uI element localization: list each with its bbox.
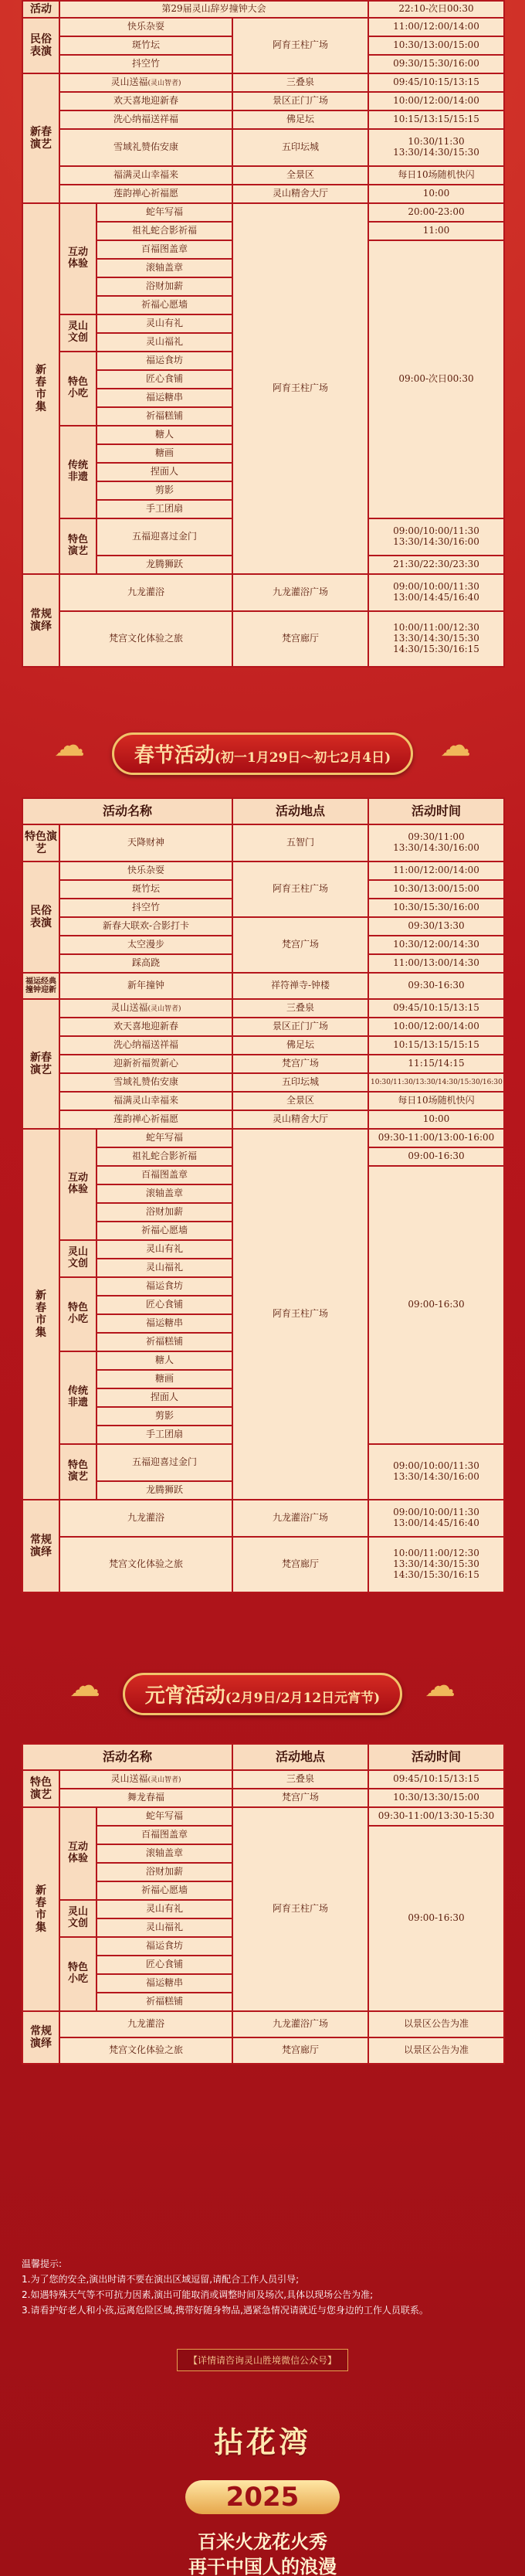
- activity-venue: 五智门: [232, 824, 368, 861]
- activity-name: 梵宫文化体验之旅: [59, 2037, 232, 2064]
- notes: [22, 2256, 503, 2318]
- activity-venue: 祥符禅寺-钟楼: [232, 973, 368, 999]
- activity-venue: 阿育王柱广场: [232, 1807, 368, 2011]
- notes-title: 温馨提示:: [22, 2258, 63, 2269]
- activity-name: 欢天喜地迎新春: [59, 92, 232, 110]
- activity-time: 20:00-23:00: [368, 203, 504, 222]
- activity-name: 踩高跷: [59, 954, 232, 973]
- activity-venue: 九龙灌浴广场: [232, 2011, 368, 2037]
- table-row: [22, 824, 504, 861]
- activity-time: 09:30-11:00/13:00-16:00: [368, 1129, 504, 1147]
- subgroup-label: 互动 体验: [59, 1129, 97, 1240]
- group-label: 常规 演绎: [22, 1500, 59, 1592]
- cloud-ornament-icon: ☁: [54, 728, 85, 763]
- activity-time: 09:45/10:15/13:15: [368, 1770, 504, 1789]
- activity-name: 剪影: [97, 481, 232, 500]
- activity-venue: 灵山精舍大厅: [232, 1110, 368, 1129]
- cloud-ornament-icon: ☁: [440, 728, 471, 763]
- notes-line: 3.请看护好老人和小孩,远离危险区域,携带好随身物品,遇紧急情况请就近与您身边的工作人员联系。: [22, 2305, 428, 2316]
- lantern-festival-banner: [0, 1668, 525, 1715]
- activity-venue: 佛足坛: [232, 110, 368, 129]
- table-row: [22, 1036, 504, 1055]
- activity-name: 福运食坊: [97, 1937, 232, 1956]
- activity-name: 祈福糕铺: [97, 407, 232, 426]
- activity-name: 福满灵山幸福来: [59, 166, 232, 185]
- activity-name: 斑竹坛: [59, 36, 232, 55]
- group-label: 民俗 表演: [22, 18, 59, 73]
- activity-time: 22:10-次日00:30: [368, 1, 504, 18]
- activity-name: 糖人: [97, 1351, 232, 1370]
- activity-time: 10:30/11:30/13:30/14:30/15:30/16:30: [368, 1073, 504, 1092]
- activity-name: 祖礼蛇合影祈福: [97, 1147, 232, 1166]
- activity-name: 龙腾狮跃: [97, 1481, 232, 1500]
- activity-time: 10:00: [368, 185, 504, 203]
- activity-name: 洗心纳福送祥福: [59, 1036, 232, 1055]
- subgroup-label: 传统 非遗: [59, 1351, 97, 1444]
- group-label: 新 春 市 集: [22, 203, 59, 574]
- activity-name: 洗心纳福送祥福: [59, 110, 232, 129]
- subgroup-label: 互动 体验: [59, 1807, 97, 1900]
- table-row: [22, 185, 504, 203]
- activity-name: 灵山福礼: [97, 333, 232, 352]
- activity-time: 09:00/10:00/11:30 13:30/14:30/16:00: [368, 518, 504, 556]
- activity-name: 雪域礼赞佑安康: [59, 1073, 232, 1092]
- spring-festival-banner: [0, 728, 525, 775]
- table-row: [22, 1073, 504, 1092]
- activity-name: 福运糖串: [97, 1974, 232, 1993]
- activity-venue: 五印坛城: [232, 129, 368, 166]
- table-row: [22, 798, 504, 824]
- activity-name: 蛇年写福: [97, 1807, 232, 1826]
- source-tag: [0, 2349, 525, 2371]
- activity-time: 10:00/12:00/14:00: [368, 92, 504, 110]
- activity-time: 11:00/12:00/14:00: [368, 18, 504, 36]
- activity-name: 快乐杂耍: [59, 861, 232, 880]
- activity-venue: 梵宫廊厅: [232, 2037, 368, 2064]
- subgroup-label: 特色 演艺: [59, 518, 97, 574]
- activity-name: 捏面人: [97, 463, 232, 481]
- activity-name: 蛇年写福: [97, 1129, 232, 1147]
- table-row: [22, 1129, 504, 1147]
- activity-name: 斑竹坛: [59, 880, 232, 899]
- activity-name: 迎新祈福贺新心: [59, 1055, 232, 1073]
- footer-line2: 再干中国人的浪漫: [188, 2555, 337, 2576]
- column-header: 活动时间: [368, 798, 504, 824]
- activity-venue: 梵宫广场: [232, 917, 368, 973]
- table-row: [22, 203, 504, 222]
- table-row: [22, 110, 504, 129]
- activity-name: 灵山有礼: [97, 1900, 232, 1918]
- table-row: [22, 973, 504, 999]
- group-label: 特色演艺: [22, 824, 59, 861]
- banner-title: 元宵活动(2月9日/2月12日元宵节): [123, 1673, 402, 1715]
- table-row: [22, 73, 504, 92]
- activity-time: 09:00-16:30: [368, 1166, 504, 1444]
- activity-name: 滚轴盖章: [97, 1184, 232, 1203]
- subgroup-label: 特色 小吃: [59, 1937, 97, 2011]
- activity-name: 九龙灌浴: [59, 2011, 232, 2037]
- group-label: 常规 演绎: [22, 2011, 59, 2064]
- footer-year: 2025: [185, 2480, 340, 2514]
- activity-name: 抖空竹: [59, 899, 232, 917]
- activity-venue: 灵山精舍大厅: [232, 185, 368, 203]
- table-row: [22, 1807, 504, 1826]
- activity-name: 浴财加薪: [97, 1203, 232, 1222]
- activity-time: 10:30/13:30/15:00: [368, 1789, 504, 1807]
- activity-name: 祖礼蛇合影祈福: [97, 222, 232, 240]
- activity-name: 滚轴盖章: [97, 1844, 232, 1863]
- activity-name: 太空漫步: [59, 936, 232, 954]
- activity-name: 福运食坊: [97, 352, 232, 370]
- activity-time: 21:30/22:30/23:30: [368, 556, 504, 574]
- activity-venue: 佛足坛: [232, 1036, 368, 1055]
- schedule-table-spring: [22, 797, 505, 1593]
- subgroup-label: 灵山 文创: [59, 314, 97, 352]
- activity-venue: 阿育王柱广场: [232, 18, 368, 73]
- activity-name: 九龙灌浴: [59, 574, 232, 611]
- activity-name: 浴财加薪: [97, 1863, 232, 1881]
- subgroup-label: 灵山 文创: [59, 1900, 97, 1937]
- table-row: [22, 1744, 504, 1770]
- activity-name: 快乐杂耍: [59, 18, 232, 36]
- activity-name: 祈福心愿墙: [97, 1222, 232, 1240]
- table-row: [22, 1537, 504, 1592]
- group-label: 福运经典撞钟迎新: [22, 973, 59, 999]
- cell-note: (灵山智者): [147, 80, 181, 88]
- table-row: [22, 1, 504, 18]
- footer-line1: 百米火龙花火秀: [198, 2530, 327, 2553]
- activity-venue: 九龙灌浴广场: [232, 574, 368, 611]
- activity-time: 每日10场随机快闪: [368, 1092, 504, 1110]
- notes-line: 2.如遇特殊天气等不可抗力因素,演出可能取消或调整时间及场次,具体以现场公告为准;: [22, 2289, 374, 2300]
- activity-time: 每日10场随机快闪: [368, 166, 504, 185]
- activity-time: 09:30/13:30: [368, 917, 504, 936]
- activity-time: 09:00-16:30: [368, 1826, 504, 2011]
- activity-venue: 五印坛城: [232, 1073, 368, 1092]
- activity-venue: 阿育王柱广场: [232, 203, 368, 574]
- source-text: 【详情请咨询灵山胜境微信公众号】: [177, 2349, 348, 2371]
- activity-time: 09:30/11:00 13:30/14:30/16:00: [368, 824, 504, 861]
- activity-name: 龙腾狮跃: [97, 556, 232, 574]
- table-row: [22, 917, 504, 936]
- activity-name: 雪域礼赞佑安康: [59, 129, 232, 166]
- table-row: [22, 999, 504, 1018]
- group-label: 新春 演艺: [22, 73, 59, 203]
- activity-name: 手工团扇: [97, 500, 232, 518]
- activity-venue: 阿育王柱广场: [232, 1129, 368, 1500]
- activity-time: 09:00-16:30: [368, 1147, 504, 1166]
- activity-name: 糖画: [97, 444, 232, 463]
- activity-name: 抖空竹: [59, 55, 232, 73]
- activity-name: 蛇年写福: [97, 203, 232, 222]
- activity-name: 天降财神: [59, 824, 232, 861]
- column-header: 活动名称: [22, 1744, 232, 1770]
- subgroup-label: 灵山 文创: [59, 1240, 97, 1277]
- activity-time: 10:30/12:00/14:30: [368, 936, 504, 954]
- activity-time: 09:45/10:15/13:15: [368, 73, 504, 92]
- activity-name: 灵山福礼: [97, 1918, 232, 1937]
- footer-title: 拈花湾: [213, 2425, 311, 2459]
- activity-venue: 梵宫广场: [232, 1055, 368, 1073]
- activity-name: 新春大联欢-合影打卡: [59, 917, 232, 936]
- activity-venue: 景区正门广场: [232, 92, 368, 110]
- activity-time: 09:00-次日00:30: [368, 240, 504, 518]
- notes-line: 1.为了您的安全,演出时请不要在演出区域逗留,请配合工作人员引导;: [22, 2274, 300, 2285]
- activity-name: 匠心食铺: [97, 1296, 232, 1314]
- activity-time: 10:15/13:15/15:15: [368, 1036, 504, 1055]
- column-header: 活动地点: [232, 798, 368, 824]
- activity-time: 10:15/13:15/15:15: [368, 110, 504, 129]
- activity-name: 剪影: [97, 1407, 232, 1426]
- activity-time: 09:30-16:30: [368, 973, 504, 999]
- group-label: 活动: [22, 1, 59, 18]
- table-row: [22, 861, 504, 880]
- activity-venue: 全景区: [232, 166, 368, 185]
- table-row: [22, 1770, 504, 1789]
- activity-time: 09:30/15:30/16:00: [368, 55, 504, 73]
- activity-venue: 阿育王柱广场: [232, 861, 368, 917]
- activity-time: 10:30/13:00/15:00: [368, 36, 504, 55]
- group-label: 特色 演艺: [22, 1770, 59, 1807]
- activity-name: 灵山福礼: [97, 1259, 232, 1277]
- subgroup-label: 传统 非遗: [59, 426, 97, 518]
- activity-name: 灵山有礼: [97, 1240, 232, 1259]
- activity-name: 福运糖串: [97, 389, 232, 407]
- activity-name: 百福图盖章: [97, 1166, 232, 1184]
- activity-name: 灵山送福(灵山智者): [59, 73, 232, 92]
- cell-note: (灵山智者): [147, 1776, 181, 1785]
- activity-name: 祈福糕铺: [97, 1993, 232, 2011]
- cloud-ornament-icon: ☁: [69, 1668, 100, 1704]
- activity-time: 09:00/10:00/11:30 13:00/14:45/16:40: [368, 574, 504, 611]
- activity-venue: 梵宫廊厅: [232, 611, 368, 667]
- activity-time: 10:00/11:00/12:30 13:30/14:30/15:30 14:30/15:30/16:15: [368, 611, 504, 667]
- activity-venue: 全景区: [232, 1092, 368, 1110]
- activity-time: 10:30/11:30 13:30/14:30/15:30: [368, 129, 504, 166]
- activity-time: 以景区公告为准: [368, 2037, 504, 2064]
- activity-name: 灵山送福(灵山智者): [59, 999, 232, 1018]
- activity-name: 梵宫文化体验之旅: [59, 611, 232, 667]
- group-label: 常规 演绎: [22, 574, 59, 667]
- activity-name: 手工团扇: [97, 1426, 232, 1444]
- table-row: [22, 611, 504, 667]
- table-row: [22, 1789, 504, 1807]
- activity-name: 梵宫文化体验之旅: [59, 1537, 232, 1592]
- activity-name: 祈福心愿墙: [97, 296, 232, 314]
- table-row: [22, 1500, 504, 1537]
- activity-time: 09:30-11:00/13:30-15:30: [368, 1807, 504, 1826]
- activity-time: 10:00/12:00/14:00: [368, 1018, 504, 1036]
- table-row: [22, 2037, 504, 2064]
- activity-time: 以景区公告为准: [368, 2011, 504, 2037]
- activity-name: 祈福糕铺: [97, 1333, 232, 1351]
- table-row: [22, 92, 504, 110]
- activity-name: 新年撞钟: [59, 973, 232, 999]
- cell-note: (灵山智者): [147, 1005, 181, 1014]
- table-row: [22, 18, 504, 36]
- activity-name: 百福图盖章: [97, 240, 232, 259]
- activity-time: 10:00: [368, 1110, 504, 1129]
- activity-name: 灵山送福(灵山智者): [59, 1770, 232, 1789]
- footer-promo: [0, 2387, 525, 2576]
- activity-name: 百福图盖章: [97, 1826, 232, 1844]
- schedule-table-lantern: [22, 1743, 505, 2065]
- activity-name: 福运食坊: [97, 1277, 232, 1296]
- activity-venue: 梵宫广场: [232, 1789, 368, 1807]
- table-row: [22, 129, 504, 166]
- activity-name: 滚轴盖章: [97, 259, 232, 277]
- activity-name: 莲韵禅心祈福愿: [59, 1110, 232, 1129]
- activity-name: 祈福心愿墙: [97, 1881, 232, 1900]
- activity-time: 09:00/10:00/11:30 13:30/14:30/16:00: [368, 1444, 504, 1500]
- activity-time: 09:45/10:15/13:15: [368, 999, 504, 1018]
- table-row: [22, 166, 504, 185]
- activity-time: 10:00/11:00/12:30 13:30/14:30/15:30 14:30/15:30/16:15: [368, 1537, 504, 1592]
- activity-name: 糖人: [97, 426, 232, 444]
- column-header: 活动名称: [22, 798, 232, 824]
- table-row: [22, 1092, 504, 1110]
- activity-name: 欢天喜地迎新春: [59, 1018, 232, 1036]
- subgroup-label: 特色 小吃: [59, 1277, 97, 1351]
- group-label: 民俗 表演: [22, 861, 59, 973]
- activity-name: 九龙灌浴: [59, 1500, 232, 1537]
- activity-time: 11:15/14:15: [368, 1055, 504, 1073]
- column-header: 活动地点: [232, 1744, 368, 1770]
- activity-venue: 三叠泉: [232, 73, 368, 92]
- activity-name: 五福迎喜过金门: [97, 1444, 232, 1481]
- activity-name: 福运糖串: [97, 1314, 232, 1333]
- activity-name: 五福迎喜过金门: [97, 518, 232, 556]
- activity-time: 10:30/13:00/15:00: [368, 880, 504, 899]
- activity-name: 糖画: [97, 1370, 232, 1388]
- activity-time: 11:00/12:00/14:00: [368, 861, 504, 880]
- group-label: 新 春 市 集: [22, 1129, 59, 1500]
- activity-name: 莲韵禅心祈福愿: [59, 185, 232, 203]
- activity-name: 浴财加薪: [97, 277, 232, 296]
- cloud-ornament-icon: ☁: [425, 1668, 456, 1704]
- activity-name: 捏面人: [97, 1388, 232, 1407]
- activity-venue: 梵宫廊厅: [232, 1537, 368, 1592]
- banner-title: 春节活动(初一1月29日～初七2月4日): [112, 732, 413, 775]
- activity-name: 福满灵山幸福来: [59, 1092, 232, 1110]
- activity-name: 舞龙春福: [59, 1789, 232, 1807]
- table-row: [22, 574, 504, 611]
- group-label: 新春 演艺: [22, 999, 59, 1129]
- activity-name: 第29届灵山辞岁撞钟大会: [59, 1, 368, 18]
- activity-time: 11:00/13:00/14:30: [368, 954, 504, 973]
- activity-name: 灵山有礼: [97, 314, 232, 333]
- table-row: [22, 2011, 504, 2037]
- activity-venue: 三叠泉: [232, 999, 368, 1018]
- table-row: [22, 1018, 504, 1036]
- activity-time: 10:30/15:30/16:00: [368, 899, 504, 917]
- activity-venue: 三叠泉: [232, 1770, 368, 1789]
- schedule-table-pre: [22, 0, 505, 668]
- activity-venue: 九龙灌浴广场: [232, 1500, 368, 1537]
- activity-time: 09:00/10:00/11:30 13:00/14:45/16:40: [368, 1500, 504, 1537]
- group-label: 新 春 市 集: [22, 1807, 59, 2011]
- activity-time: 11:00: [368, 222, 504, 240]
- table-row: [22, 1110, 504, 1129]
- table-row: [22, 1055, 504, 1073]
- column-header: 活动时间: [368, 1744, 504, 1770]
- subgroup-label: 互动 体验: [59, 203, 97, 314]
- activity-venue: 景区正门广场: [232, 1018, 368, 1036]
- activity-name: 匠心食铺: [97, 1956, 232, 1974]
- subgroup-label: 特色 小吃: [59, 352, 97, 426]
- activity-name: 匠心食铺: [97, 370, 232, 389]
- subgroup-label: 特色 演艺: [59, 1444, 97, 1500]
